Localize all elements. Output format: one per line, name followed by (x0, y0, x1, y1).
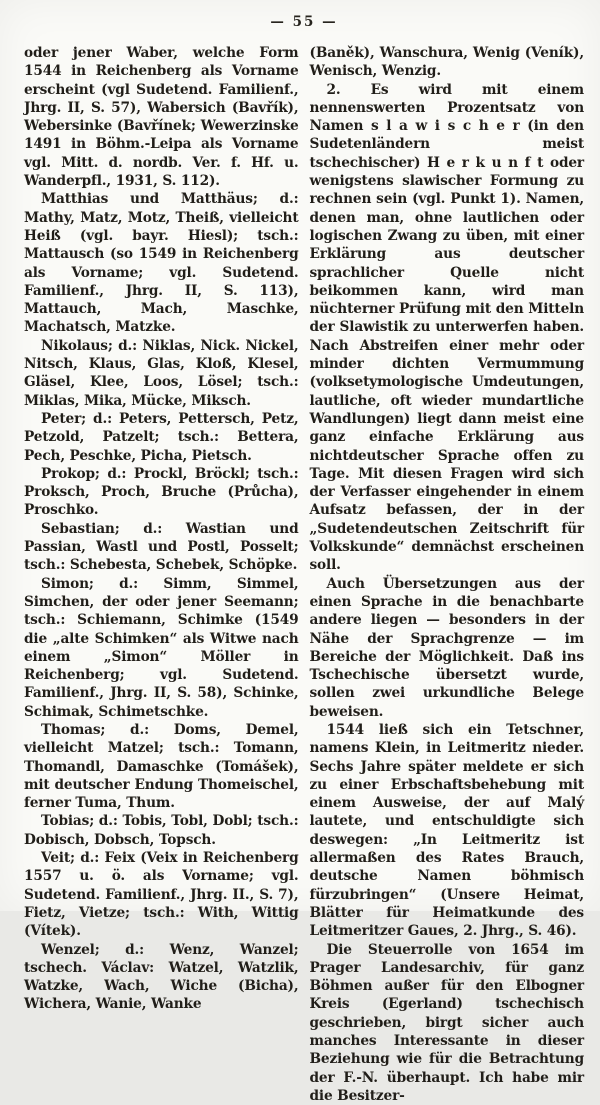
paragraph: Nikolaus; d.: Niklas, Nick. Nickel, Nitsch, Klaus, Glas, Kloß, Klesel, Gläsel, Klee, Loos, Lösel; tsch.: Miklas, Mika, Mücke, Miksch. (24, 337, 299, 409)
paragraph: Sebastian; d.: Wastian und Passian, Wastl und Postl, Posselt; tsch.: Schebesta, Schebek, Schöpke. (24, 520, 299, 574)
paragraph: Auch Übersetzungen aus der einen Sprache in die benachbarte andere liegen — besonders in der Nähe der Sprachgrenze — im Bereiche der Möglichkeit. Daß ins Tschechische übersetzt wurde, sollen zwei urkundliche Belege beweisen. (309, 575, 584, 720)
paragraph: oder jener Waber, welche Form 1544 in Reichenberg als Vorname erscheint (vgl Sudetend. Familienf., Jhrg. II, S. 57), Wabersich (Bavřík), Webersinke (Bavřínek; Wewerzinske 1491 in Böhm.-Leipa als Vorname vgl. Mitt. d. nordb. Ver. f. Hf. u. Wanderpfl., 1931, S. 112). (24, 45, 299, 190)
paragraph: (Baněk), Wanschura, Wenig (Veník), Wenisch, Wenzig. (309, 45, 584, 80)
paragraph: Tobias; d.: Tobis, Tobl, Dobl; tsch.: Dobisch, Dobsch, Topsch. (24, 813, 299, 848)
paragraph: Peter; d.: Peters, Pettersch, Petz, Petzold, Patzelt; tsch.: Bettera, Pech, Peschke, Picha, Pietsch. (24, 410, 299, 464)
page-number: — 55 — (270, 14, 338, 30)
page-header (24, 14, 584, 30)
paragraph: Veit; d.: Feix (Veix in Reichenberg 1557 u. ö. als Vorname; vgl. Sudetend. Familienf., Jhrg. II., S. 7), Fietz, Vietze; tsch.: With, Wittig (Vítek). (24, 850, 299, 940)
paragraph: Matthias und Matthäus; d.: Mathy, Matz, Motz, Theiß, vielleicht Heiß (vgl. bayr. Hiesl); tsch.: Mattausch (so 1549 in Reichenberg als Vorname; vgl. Sudetend. Familienf., Jhrg. II, S. 113), Mattauch, Mach, Maschke, Machatsch, Matzke. (24, 191, 299, 336)
paragraph: Wenzel; d.: Wenz, Wanzel; tschech. Václav: Watzel, Watzlik, Watzke, Wach, Wiche (Bicha), Wichera, Wanie, Wanke (24, 941, 299, 1013)
left-column (24, 44, 299, 1105)
paragraph: Simon; d.: Simm, Simmel, Simchen, der oder jener Seemann; tsch.: Schiemann, Schimke (1549 die „alte Schimken“ als Witwe nach einem „Simon“ Möller in Reichenberg; vgl. Sudetend. Familienf., Jhrg. II, S. 58), Schinke, Schimak, Schimetschke. (24, 575, 299, 720)
paragraph: 1544 ließ sich ein Tetschner, namens Klein, in Leitmeritz nieder. Sechs Jahre später meldete er sich zu einer Erbschaftsbehebung mit einem Ausweise, der auf Malý lautete, und entschuldigte sich deswegen: „In Leitmeritz ist allermaßen des Rates Brauch, deutsche Namen böhmisch fürzubringen“ (Unsere Heimat, Blätter für Heimatkunde des Leitmeritzer Gaues, 2. Jhrg., S. 46). (309, 721, 584, 940)
paragraph: 2. Es wird mit einem nennenswerten Prozentsatz von Namen s l a w i s c h e r (in den Sudetenländern meist tschechischer) H e r k u n f t oder wenigstens slawischer Formung zu rechnen sein (vgl. Punkt 1). Namen, denen man, ohne lautlichen oder logischen Zwang zu üben, mit einer Erklärung aus deutscher sprachlicher Quelle nicht beikommen kann, wird man nüchterner Prüfung mit den Mitteln der Slawistik zu unterwerfen haben. Nach Abstreifen einer mehr oder minder dichten Vermummung (volksetymologische Umdeutungen, lautliche, oft wieder mundartliche Wandlungen) liegt dann meist eine ganz einfache Erklärung aus nichtdeutscher Sprache offen zu Tage. Mit diesen Fragen wird sich der Verfasser eingehender in einem Aufsatz befassen, der in der „Sudetendeutschen Zeitschrift für Volkskunde“ demnächst erscheinen soll. (309, 81, 584, 574)
paragraph: Thomas; d.: Doms, Demel, vielleicht Matzel; tsch.: Tomann, Thomandl, Damaschke (Tomášek), mit deutscher Endung Thomeischel, ferner Tuma, Thum. (24, 721, 299, 812)
paragraph: Die Steuerrolle von 1654 im Prager Landesarchiv, für ganz Böhmen außer für den Elbogner Kreis (Egerland) tschechisch geschrieben, birgt sicher auch manches Interessante in dieser Beziehung wie für die Betrachtung der F.-N. überhaupt. Ich habe mir die Besitzer- (309, 941, 584, 1104)
right-column (310, 44, 585, 1105)
paragraph: Prokop; d.: Prockl, Bröckl; tsch.: Proksch, Proch, Bruche (Průcha), Proschko. (24, 465, 299, 519)
text-columns (24, 44, 584, 1105)
